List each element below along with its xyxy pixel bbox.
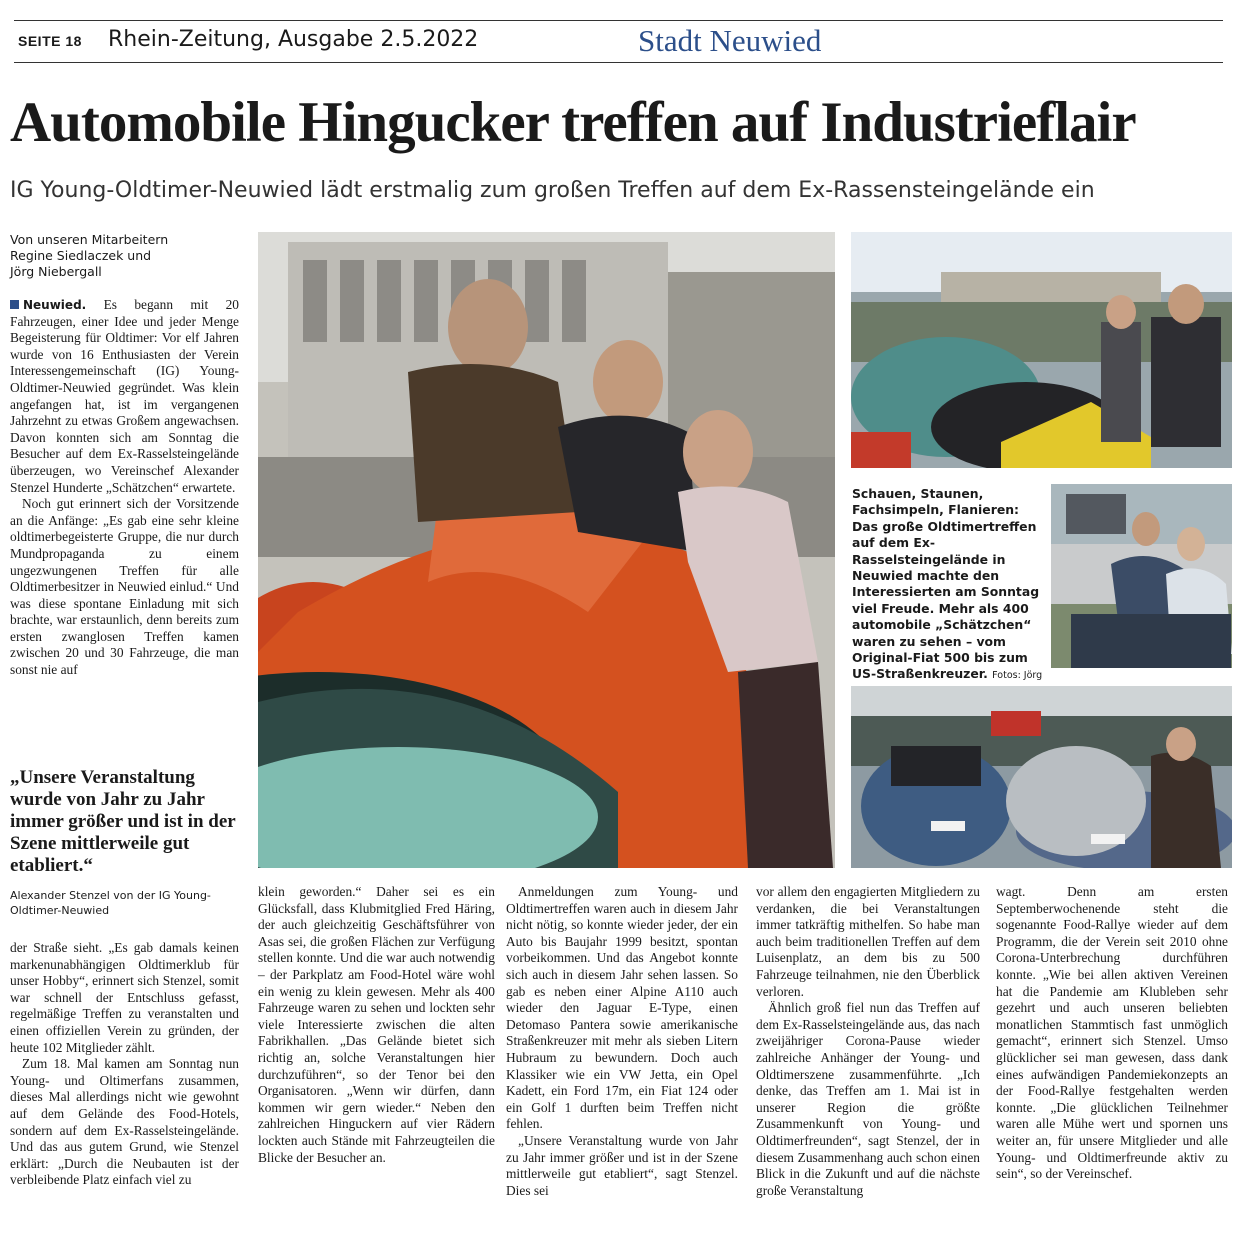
article-subheadline: IG Young-Oldtimer-Neuwied lädt erstmalig zum großen Treffen auf dem Ex-Rassensteingelände ein <box>10 178 1095 203</box>
byline-line: Regine Siedlaczek und <box>10 248 152 263</box>
pull-quote: „Unsere Veranstaltung wurde von Jahr zu Jahr immer größer und ist in der Szene mittlerweile gut etabliert.“ <box>10 767 236 876</box>
column-1-top <box>10 297 239 679</box>
column-2 <box>258 884 495 1166</box>
photo-top-right <box>851 232 1232 468</box>
byline-line: Jörg Niebergall <box>10 264 102 279</box>
paragraph <box>10 297 239 496</box>
paragraph: Zum 18. Mal kamen am Sonntag nun Young- und Oltimerfans zusammen, dieses Mal allerdings nicht wie gewohnt auf dem Gelände des Food-Hotels, sondern auf dem Ex-Rasselsteingelände. Und das aus gutem Grund, wie Stenzel erklärt: „Durch die Neubauten ist der verbleibende Platz einfach viel zu <box>10 1056 239 1188</box>
header-bottom-rule <box>14 62 1223 63</box>
page-number: SEITE 18 <box>18 33 82 49</box>
photo-credit: Fotos: Jörg <box>992 670 1043 682</box>
section-title: Stadt Neuwied <box>638 23 822 58</box>
paragraph: „Unsere Veranstaltung wurde von Jahr zu Jahr immer größer und ist in der Szene mittlerweile gut etabliert“, sagt Stenzel. Dies sei <box>506 1132 738 1198</box>
main-photo <box>258 232 835 868</box>
paragraph: vor allem den engagierten Mitgliedern zu verdanken, die bei Veranstaltungen immer tatkräftig mithelfen. So habe man auch beim traditionellen Treffen auf dem Luisenplatz, an dem bis zu 500 Fahrzeuge teilnahmen, nie den Überblick verloren. <box>756 884 980 999</box>
column-5 <box>996 884 1228 1183</box>
dateline-marker <box>10 300 19 309</box>
paragraph: Noch gut erinnert sich der Vorsitzende an die Anfänge: „Es gab eine sehr kleine oldtimerbegeisterte Gruppe, die nur durch Mundpropaganda zu einem ungezwungenen Treffen für alle Oldtimerbesitzer in Neuwied einlud.“ Und was diese spontane Einladung mit sich brachte, war erstaunlich, denn bereits zum ersten zwanglosen Treffen kamen zwischen 20 und 30 Fahrzeuge, die man sonst nie auf <box>10 496 239 678</box>
publication-info: Rhein-Zeitung, Ausgabe 2.5.2022 <box>108 27 479 52</box>
byline-line: Von unseren Mitarbeitern <box>10 232 169 247</box>
byline <box>10 232 245 280</box>
caption-text: Schauen, Staunen, Fachsimpeln, Flanieren: Das große Oldtimertreffen auf dem Ex-Rasselsteingelände in Neuwied machte den Interessierten am Sonntag viel Freude. Mehr als 400 automobile „Schätzchen“ waren zu sehen – vom Original-Fiat 500 bis zum US-Straßenkreuzer. <box>852 486 1040 682</box>
paragraph-text: Es begann mit 20 Fahrzeugen, einer Idee und jeder Menge Begeisterung für Oldtimer: Vor elf Jahren wurde von 16 Enthusiasten der Verein Interessengemeinschaft (IG) Young-Oldtimer-Neuwied gegründet. Was klein angefangen hat, ist im vergangenen Jahrzehnt zu etwas Großem angewachsen. Davon konnten sich am Sonntag die Besucher auf dem Ex-Rasselsteingelände überzeugen, wo Vereinschef Alexander Stenzel Hunderte „Schätzchen“ erwartete. <box>10 297 239 495</box>
header-top-rule <box>14 20 1223 21</box>
photo-bottom-right <box>851 686 1232 868</box>
photo-caption <box>852 486 1046 699</box>
paragraph: Anmeldungen zum Young- und Oldtimertreffen waren auch in diesem Jahr nicht nötig, so konnte wieder jeder, der ein Auto bis Baujahr 1999 besitzt, spontan vorbeikommen. Und das Angebot konnte sich auch in diesem Jahr sehen lassen. So gab es neben einer Alpine A110 auch wieder den Jaguar E-Type, einen Detomaso Pantera sowie amerikanische Straßenkreuzer mit mehr als sieben Litern Hubraum zu bewundern. Doch auch Klassiker wie ein VW Jetta, ein Opel Kadett, ein Ford 17m, ein Fiat 124 oder ein Golf 1 durften beim Treffen nicht fehlen. <box>506 884 738 1132</box>
column-4 <box>756 884 980 1199</box>
photo-middle-right <box>1051 484 1232 668</box>
column-3 <box>506 884 738 1199</box>
dateline: Neuwied. <box>23 298 87 312</box>
column-1-bottom <box>10 940 239 1189</box>
paragraph: wagt. Denn am ersten Septemberwochenende steht die sogenannte Food-Rallye wieder auf dem Programm, die der Verein seit 2010 ohne Corona-Unterbrechung durchführen konnte. „Wie bei allen aktiven Vereinen hat die Pandemie am Klubleben sehr gezehrt und auch unseren beliebten monatlichen Stammtisch fast unmöglich gemacht“, erinnert sich Stenzel. Umso glücklicher sei man gewesen, dass dank eines aufwändigen Pandemiekonzepts an der Food-Rallye festgehalten werden konnte. „Die glücklichen Teilnehmer waren alle Mühe wert und spornen uns weiter an, für unsere Mitglieder und alle Young- und Oldtimerfreunde aktiv zu sein“, so der Vereinschef. <box>996 884 1228 1182</box>
paragraph: Ähnlich groß fiel nun das Treffen auf dem Ex-Rasselsteingelände aus, das nach zweijähriger Corona-Pause wieder zahlreiche Anhänger der Young- und Oldtimerszene zusammenführte. „Ich denke, das Treffen am 1. Mai ist in unserer Region die größte Zusammenkunft von Young- und Oldtimerfreunden“, sagt Stenzel, der in diesem Zusammenhang auch schon einen Blick in die Zukunft und auf die nächste große Veranstaltung <box>756 1000 980 1198</box>
pull-quote-source: Alexander Stenzel von der IG Young-Oldtimer-Neuwied <box>10 889 211 917</box>
paragraph: klein geworden.“ Daher sei es ein Glücksfall, dass Klubmitglied Fred Häring, der auch gleichzeitig Geschäftsführer von Asas sei, die großen Flächen zur Verfügung stellen konnte. Und die war auch notwendig – der Parkplatz am Food-Hotel wäre wohl ein wenig zu klein gewesen. Mehr als 400 Fahrzeuge waren zu sehen und lockten sehr viele Interessierte zwischen die alten Fabrikhallen. „Das Gelände bietet sich richtig an, solche Veranstaltungen hier durchzuführen“, so der Tenor bei den Organisatoren. „Wenn wir dürfen, dann kommen wir gern wieder.“ Neben den zahlreichen Hinguckern auf vier Rädern lockten auch Stände mit Fahrzeugteilen die Blicke der Besucher an. <box>258 884 495 1165</box>
paragraph: der Straße sieht. „Es gab damals keinen markenunabhängigen Oldtimerklub für unser Hobby“, erinnert sich Stenzel, somit war schnell der Entschluss gefasst, regelmäßige Treffen zu veranstalten und einen offiziellen Verein zu gründen, der heute 102 Mitglieder zählt. <box>10 940 239 1055</box>
article-headline: Automobile Hingucker treffen auf Industrieflair <box>10 91 1136 154</box>
